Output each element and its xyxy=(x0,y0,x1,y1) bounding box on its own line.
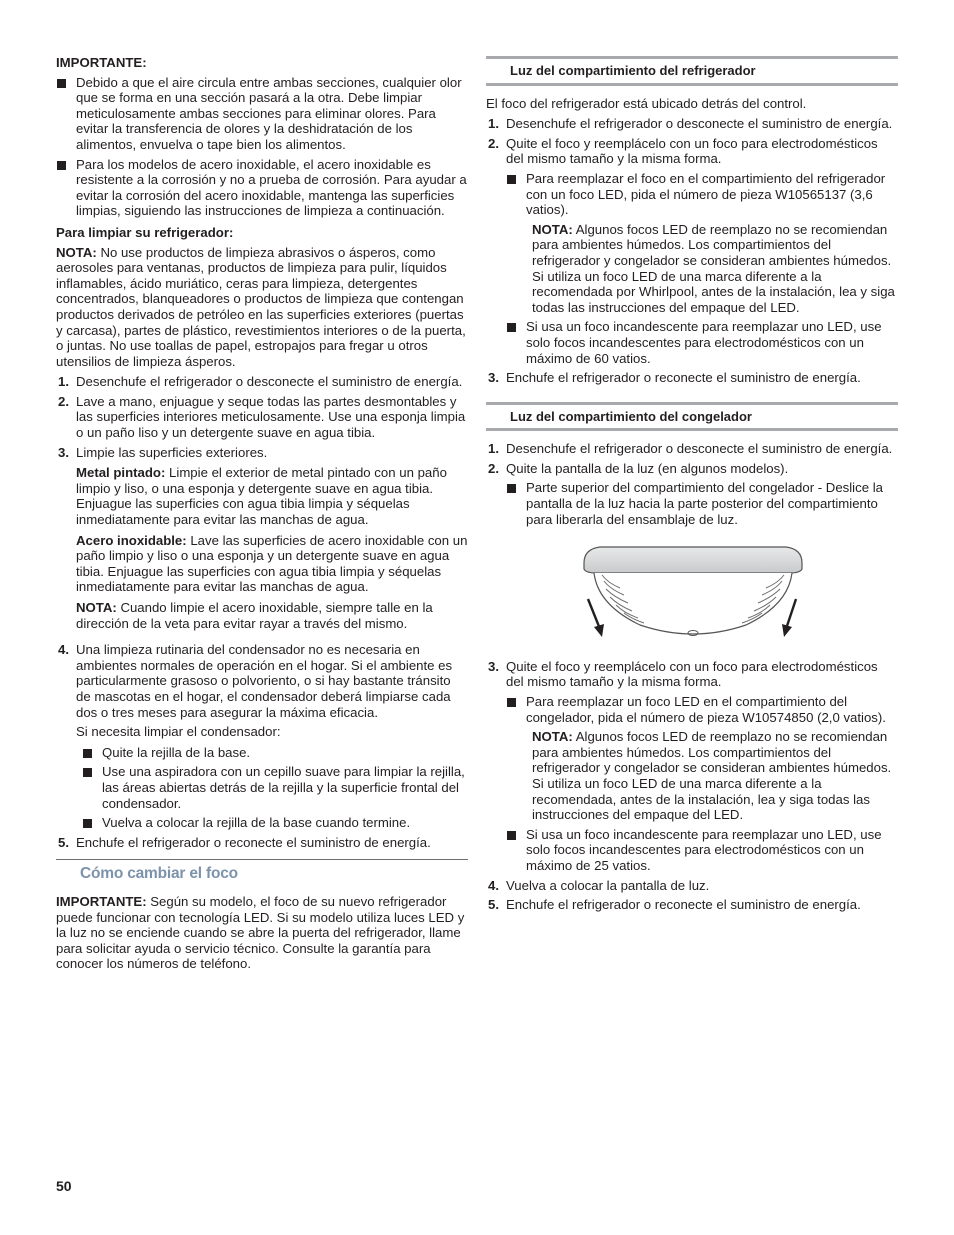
freezer-led-bullet: Para reemplazar un foco LED en el compartimiento del congelador, pida el número de pieza W10574850 (2,0 vatios). xyxy=(506,694,898,725)
clean-step-3 xyxy=(56,445,468,461)
fridge-step-2 xyxy=(486,136,898,167)
clean-step-5 xyxy=(56,835,468,851)
fridge-led-bullet: Para reemplazar el foco en el compartimiento del refrigerador con un foco LED, pida el número de pieza W10565137 (3,6 vatios). xyxy=(506,171,898,218)
step-text: Vuelva a colocar la pantalla de luz. xyxy=(506,877,710,893)
freezer-step-4 xyxy=(486,878,898,894)
painted-text: Limpie el exterior de metal pintado con un paño limpio y liso, o una esponja y detergente suave en agua tibia. Enjuague las superficies con agua tibia limpia y séquelas inmediatamente para evitar las manchas de agua. xyxy=(76,465,447,528)
fridge-step-3 xyxy=(486,370,898,386)
step-text: Desenchufe el refrigerador o desconecte el suministro de energía. xyxy=(506,116,893,132)
step-number: 2. xyxy=(58,393,69,409)
clean-step-1 xyxy=(56,374,468,390)
stainless-text: Lave las superficies de acero inoxidable con un paño limpio y liso o una esponja y un detergente suave en agua tibia. Enjuague las superficies con agua tibia limpia y séquelas inmediatamente para evitar las manchas de agua. xyxy=(76,532,468,595)
fridge-led-note xyxy=(486,222,898,316)
step-text: Desenchufe el refrigerador o desconecte el suministro de energía. xyxy=(506,441,893,457)
step-number: 5. xyxy=(488,897,499,913)
freezer-incandescent-bullet: Si usa un foco incandescente para reemplazar uno LED, use solo focos incandescentes para electrodomésticos con un máximo de 25 vatios. xyxy=(506,827,898,874)
note-label: NOTA: xyxy=(532,729,573,745)
note-text: Cuando limpie el acero inoxidable, siempre talle en la dirección de la veta para evitar rayar a través del mismo. xyxy=(76,600,433,631)
freezer-step-1 xyxy=(486,441,898,457)
freezer-step-5 xyxy=(486,897,898,913)
step-number: 1. xyxy=(488,441,499,457)
important-label: IMPORTANTE: xyxy=(56,893,147,909)
stainless-note xyxy=(56,600,468,631)
step-text: Enchufe el refrigerador o reconecte el suministro de energía. xyxy=(76,834,431,850)
step-number: 5. xyxy=(58,834,69,850)
note-label: NOTA: xyxy=(532,221,573,237)
clean-step-4 xyxy=(56,642,468,720)
step-number: 3. xyxy=(58,444,69,460)
painted-label: Metal pintado: xyxy=(76,465,166,481)
freezer-led-note xyxy=(486,729,898,823)
step-number: 4. xyxy=(488,877,499,893)
freezer-step-3 xyxy=(486,659,898,690)
note-text: Algunos focos LED de reemplazo no se recomiendan para ambientes húmedos. Los compartimientos del refrigerador y congelador se consideran ambientes húmedos. Si utiliza un foco LED de una marca diferente a la recomendada por Whirlpool, antes de la instalación, lea y siga todas las instrucciones del empaque del LED. xyxy=(532,221,895,315)
step-text: Limpie las superficies exteriores. xyxy=(76,444,268,460)
step-text: Quite el foco y reemplácelo con un foco para electrodomésticos del mismo tamaño y la misma forma. xyxy=(506,658,878,690)
step-text: Lave a mano, enjuague y seque todas las partes desmontables y las superficies interiores meticulosamente. Use una esponja limpia o un paño liso y un detergente suave en agua tibia. xyxy=(76,393,466,441)
fridge-intro: El foco del refrigerador está ubicado detrás del control. xyxy=(486,95,807,111)
fridge-step-1 xyxy=(486,116,898,132)
step-number: 1. xyxy=(58,374,69,390)
clean-heading: Para limpiar su refrigerador: xyxy=(56,224,234,240)
step-number: 4. xyxy=(58,642,69,658)
light-shield-illustration xyxy=(580,543,806,641)
note-label: NOTA: xyxy=(76,600,117,615)
condenser-bullet-1: Quite la rejilla de la base. xyxy=(82,745,468,761)
right-column xyxy=(486,56,898,917)
step-number: 2. xyxy=(488,135,499,151)
stainless-paragraph xyxy=(56,533,468,595)
odor-bullet: Debido a que el aire circula entre ambas secciones, cualquier olor que se forma en una sección pasará a la otra. Debe limpiar meticulosamente ambas secciones para eliminar olores. Para evitar la transferencia de olores y la deshidratación de los alimentos, envuelva o tape bien los alimentos. xyxy=(56,75,468,153)
condenser-bullet-2: Use una aspiradora con un cepillo suave para limpiar la rejilla, las áreas abiertas detrás de la rejilla y la superficie frontal del condensador. xyxy=(82,764,468,811)
note-label: NOTA: xyxy=(56,244,97,260)
step-number: 1. xyxy=(488,116,499,132)
note-text: Algunos focos LED de reemplazo no se recomiendan para ambientes húmedos. Los compartimientos del refrigerador y congelador se consideran ambientes húmedos. Si utiliza un foco LED de una marca diferente a la recomendada, antes de la instalación, lea y siga todas las instrucciones del empaque del LED. xyxy=(532,729,892,823)
section-title-bulb: Cómo cambiar el foco xyxy=(56,859,468,882)
painted-metal-paragraph xyxy=(56,465,468,527)
step-text: Enchufe el refrigerador o reconecte el suministro de energía. xyxy=(506,897,861,913)
step-number: 2. xyxy=(488,460,499,476)
important-text: Según su modelo, el foco de su nuevo refrigerador puede funcionar con tecnología LED. Si su modelo utiliza luces LED y la luz no se enciende cuando se abre la puerta del refrigerador, llame para solicitar ayuda o servicio técnico. Consulte la garantía para conocer los números de teléfono. xyxy=(56,893,465,972)
step-number: 3. xyxy=(488,658,499,674)
step-text: Quite el foco y reemplácelo con un foco para electrodomésticos del mismo tamaño y la misma forma. xyxy=(506,135,878,167)
bulb-important xyxy=(56,894,468,972)
clean-note xyxy=(56,245,468,370)
step-text: Enchufe el refrigerador o reconecte el suministro de energía. xyxy=(506,370,861,386)
condenser-intro: Si necesita limpiar el condensador: xyxy=(76,724,281,740)
step-text: Desenchufe el refrigerador o desconecte el suministro de energía. xyxy=(76,374,463,390)
stainless-bullet: Para los modelos de acero inoxidable, el acero inoxidable es resistente a la corrosión y no a prueba de corrosión. Para ayudar a evitar la corrosión del acero inoxidable, mantenga las superficies limpias, siguiendo las instrucciones de limpieza a continuación. xyxy=(56,157,468,219)
note-text: No use productos de limpieza abrasivos o ásperos, como aerosoles para ventanas, productos de limpieza para pulir, líquidos inflamables, ácido muriático, ceras para limpieza, detergentes concentrados, blanqueadores o productos de limpieza que contengan productos derivados de petróleo en las superficies exteriores (puertas y carcasa), partes de plástico, revestimientos interiores o de la puerta, o juntas. No use toallas de papel, estropajos para fregar u otros utensilios de limpieza ásperos. xyxy=(56,244,466,369)
clean-step-2 xyxy=(56,394,468,441)
stainless-label: Acero inoxidable: xyxy=(76,532,187,548)
important-label: IMPORTANTE: xyxy=(56,55,147,70)
freezer-top-bullet: Parte superior del compartimiento del congelador - Deslice la pantalla de la luz hacia la parte posterior del compartimiento para liberarla del ensamblaje de luz. xyxy=(506,480,898,527)
freezer-light-heading: Luz del compartimiento del congelador xyxy=(486,402,898,432)
step-number: 3. xyxy=(488,370,499,386)
fridge-light-heading: Luz del compartimiento del refrigerador xyxy=(486,56,898,86)
page-number: 50 xyxy=(56,1178,72,1194)
left-column xyxy=(56,55,468,972)
condenser-bullet-3: Vuelva a colocar la rejilla de la base cuando termine. xyxy=(82,815,468,831)
freezer-step-2 xyxy=(486,461,898,477)
step-text: Quite la pantalla de la luz (en algunos modelos). xyxy=(506,460,789,476)
fridge-incandescent-bullet: Si usa un foco incandescente para reemplazar uno LED, use solo focos incandescentes para electrodomésticos con un máximo de 60 vatios. xyxy=(506,319,898,366)
step-text: Una limpieza rutinaria del condensador no es necesaria en ambientes normales de operación en el hogar. Si el ambiente es particularmente grasoso o polvoriento, o si hay bastante tránsito de mascotas en el hogar, el condensador deberá limpiarse cada dos o tres meses para asegurar la máxima eficacia. xyxy=(76,642,453,720)
